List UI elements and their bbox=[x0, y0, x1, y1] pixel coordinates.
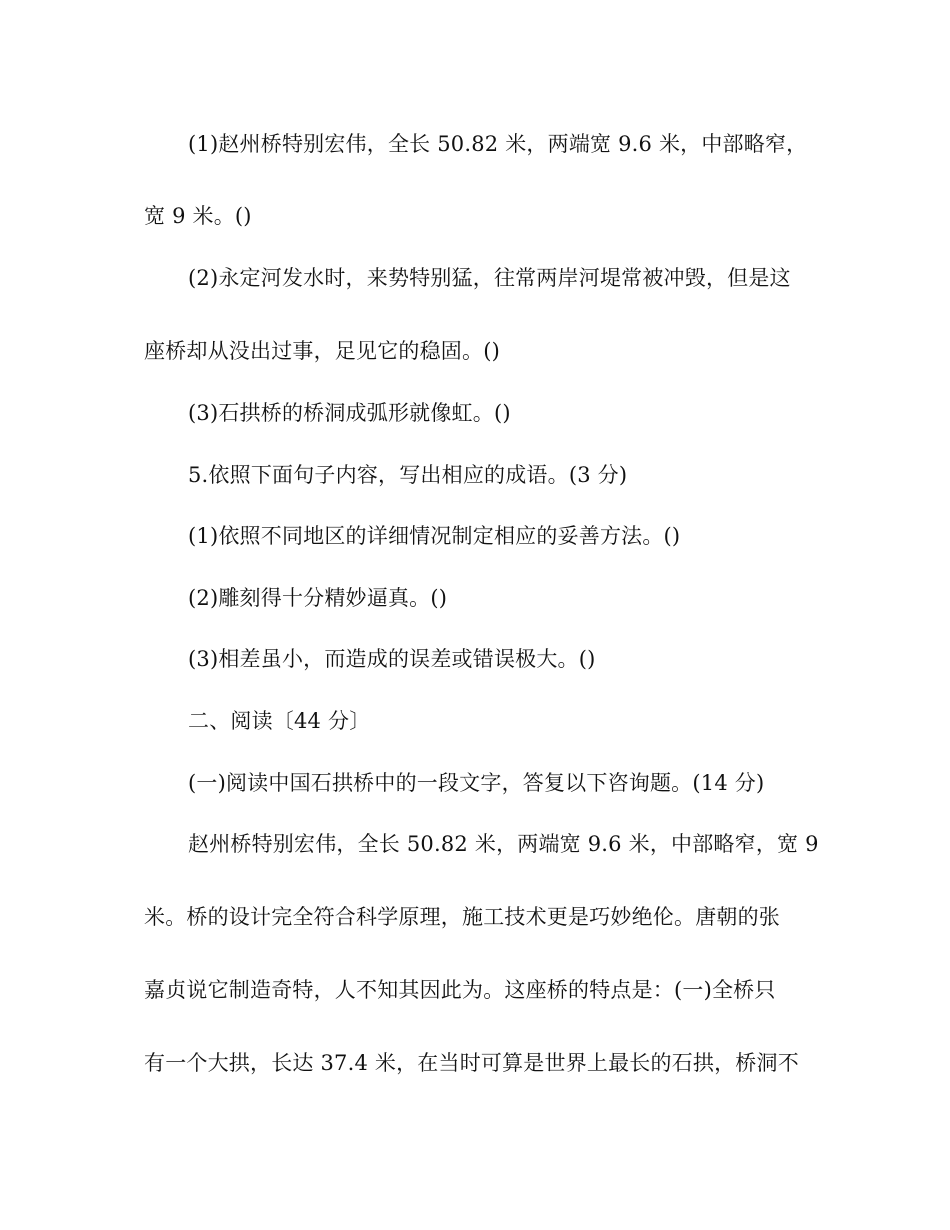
passage-line-3: 嘉贞说它制造奇特，人不知其因此为。这座桥的特点是：(一)全桥只 bbox=[144, 978, 776, 1002]
question-line-1-part1: (1)赵州桥特别宏伟，全长 50.82 米，两端宽 9.6 米，中部略窄， bbox=[188, 132, 808, 156]
question-line-2-part1: (2)永定河发水时，来势特别猛，往常两岸河堤常被冲毁，但是这 bbox=[188, 266, 791, 290]
reading-part-1-heading: (一)阅读中国石拱桥中的一段文字，答复以下咨询题。(14 分) bbox=[188, 771, 765, 795]
question-5-item-2: (2)雕刻得十分精妙逼真。() bbox=[188, 586, 448, 610]
passage-line-4: 有一个大拱，长达 37.4 米，在当时可算是世界上最长的石拱，桥洞不 bbox=[144, 1051, 799, 1075]
question-line-2-part2: 座桥却从没出过事，足见它的稳固。() bbox=[144, 339, 500, 363]
question-5-item-3: (3)相差虽小，而造成的误差或错误极大。() bbox=[188, 647, 596, 671]
passage-line-1: 赵州桥特别宏伟，全长 50.82 米，两端宽 9.6 米，中部略窄，宽 9 bbox=[188, 832, 819, 856]
section-heading-reading: 二、阅读〔44 分〕 bbox=[188, 709, 371, 733]
passage-line-2: 米。桥的设计完全符合科学原理，施工技术更是巧妙绝伦。唐朝的张 bbox=[144, 905, 780, 929]
question-line-3: (3)石拱桥的桥洞成弧形就像虹。() bbox=[188, 401, 511, 425]
question-5-item-1: (1)依照不同地区的详细情况制定相应的妥善方法。() bbox=[188, 524, 681, 548]
question-5-heading: 5.依照下面句子内容，写出相应的成语。(3 分) bbox=[188, 463, 628, 487]
question-line-1-part2: 宽 9 米。() bbox=[144, 204, 252, 228]
